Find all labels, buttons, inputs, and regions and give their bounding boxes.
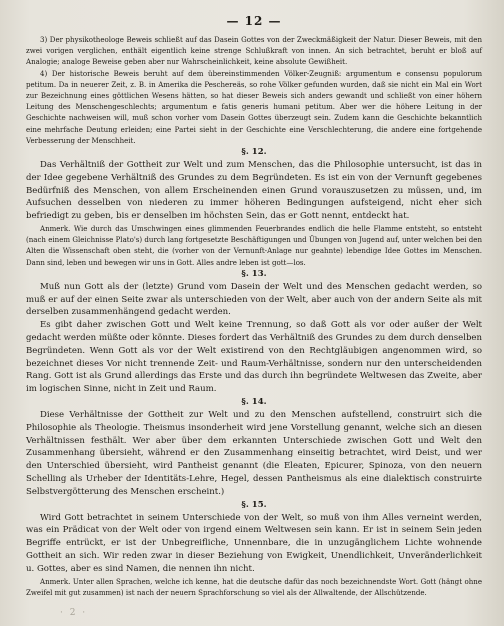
paragraph-section-12: Das Verhältniß der Gottheit zur Welt und zum Menschen, das die Philosophie untersucht, ist das in der Idee gegebene Verhältniß des Grundes zu dem Begründeten. Es ist ein von der Vernunft gegebenes Bedürfniß des Menschen, von allem Erscheinenden einen Grund vorauszusetzen zu müssen, und, im Aufsuchen desselben von niederen zu immer höheren Bedingungen aufsteigend, nicht eher sich befriedigt zu geben, bis er denselben im höchsten Sein, das er Gott nennt, entdeckt hat. — [26, 160, 482, 222]
note-section-15: Anmerk. Unter allen Sprachen, welche ich kenne, hat die deutsche dafür das noch bezeichnendste Wort. Gott (hängt ohne Zweifel mit gut zusammen) ist nach der neuern Sprachforschung so viel als der Allwaltende, der Allschützende. — [26, 576, 482, 597]
page-number: — 12 — — [226, 14, 282, 28]
paragraph-section-13-a: Muß nun Gott als der (letzte) Grund vom Dasein der Welt und des Menschen gedacht werden, so muß er auf der einen Seite zwar als unterschieden von der Welt, aber auch von der andern Seite als mit derselben zusammenhängend gedacht werden. — [26, 281, 482, 318]
paragraph-section-13-b: Es gibt daher zwischen Gott und Welt keine Trennung, so daß Gott als vor oder außer der Welt gedacht werden müßte oder könnte. Dieses fordert das Verhältniß des Grundes zu dem durch denselben Begründeten. Wenn Gott als vor der Welt existirend von den Rechtgläubigen angenommen wird, so bezeichnet dieses Vor nicht trennende Zeit- und Raum-Verhältnisse, sondern nur den unterscheidenden Rang. Gott ist als Grund allerdings das Erste und das durch ihn begründete Weltwesen das Zweite, aber im logischen Sinne, nicht in Zeit und Raum. — [26, 320, 482, 395]
section-heading-15: §. 15. — [241, 499, 267, 510]
paragraph-section-14: Diese Verhältnisse der Gottheit zur Welt und zu den Menschen aufstellend, construirt sich die Philosophie als Theologie. Theismus insonderheit wird jene Vorstellung genannt, welche sich an diesen Verhältnissen festhält. Wer aber über dem erkannten Unterschiede zwischen Gott und Welt den Zusammenhang übersieht, während er den Zusammenhang einseitig betrachtet, wird Deist, und wer den Unterschied übersieht, wird Pantheist genannt (die Eleaten, Epicurer, Spinoza, von den neuern Schelling als Urheber der Identitäts-Lehre, Hegel, dessen Pantheismus als eine dialektisch construirte Selbstvergötterung des Menschen erscheint.) — [26, 410, 482, 497]
section-heading-12: §. 12. — [241, 147, 267, 158]
note-section-12: Anmerk. Wie durch das Umschwingen eines glimmenden Feuerbrandes endlich die helle Flamme entsteht, so entsteht (nach einem Gleichnisse Plato's) durch lang fortgesetzte Beschäftigungen und Übungen von Jugend auf, unter welchen bei den Alten die Wissenschaft oben steht, die (vorher von der Vernunft-Anlage nur geahnte) lebendige Idee Gottes im Menschen. Dann sind, leben und bewegen wir uns in Gott. Alles andre leben ist gott—los. — [26, 224, 482, 267]
body-text — [26, 34, 482, 598]
paragraph-proof-3: 3) Der physikotheologe Beweis schließt auf das Dasein Gottes von der Zweckmäßigkeit der Natur. Dieser Beweis, mit den zwei vorigen verglichen, enthält eigentlich keine strenge Schlußkraft von innen. An sich betrachtet, beruht er bloß auf Analogie; analoge Beweise geben aber nur Wahrscheinlichkeit, keine absolute Gewißheit. — [26, 35, 482, 67]
section-heading-13: §. 13. — [241, 268, 267, 279]
bottom-mark: · 2 · — [60, 608, 88, 618]
section-heading-14: §. 14. — [241, 397, 267, 407]
paragraph-proof-4: 4) Der historische Beweis beruht auf dem übereinstimmenden Völker-Zeugniß: argumentum e consensu populorum petitum. Da in neuerer Zeit, z. B. in Amerika die Peschereäs, so rohe Völker gefunden wurden, daß sie nicht ein Mal ein Wort zur Bezeichnung eines göttlichen Wesens hätten, so hat dieser Beweis sich anders gewandt und schließt von einer höhern Leitung des Menschengeschlechts; argumentum e fatis generis humani petitum. Aber wer die höhere Leitung in der Geschichte nachweisen will, muß schon vorher vom Dasein Gottes überzeugt sein. Zudem kann die Geschichte bekanntlich eine mehrfache Deutung erleiden; eine Partei sieht in der Geschichte eine Verschlechterung, die andere eine fortgehende Verbesserung der Menschheit. — [26, 68, 482, 145]
paragraph-section-15: Wird Gott betrachtet in seinem Unterschiede von der Welt, so muß von ihm Alles verneint werden, was ein Prädicat von der Welt oder von irgend einem Weltwesen sein kann. Er ist in seinem Sein jeden Begriffe entrückt, er ist der Unbegreifliche, Unnennbare, die in unzugänglichem Lichte wohnende Gottheit an sich. Wir reden zwar in dieser Beziehung von Ewigkeit, Unendlichkeit, Unveränderlichkeit u. Gottes, aber es sind Namen, die nennen ihn nicht. — [26, 512, 482, 574]
